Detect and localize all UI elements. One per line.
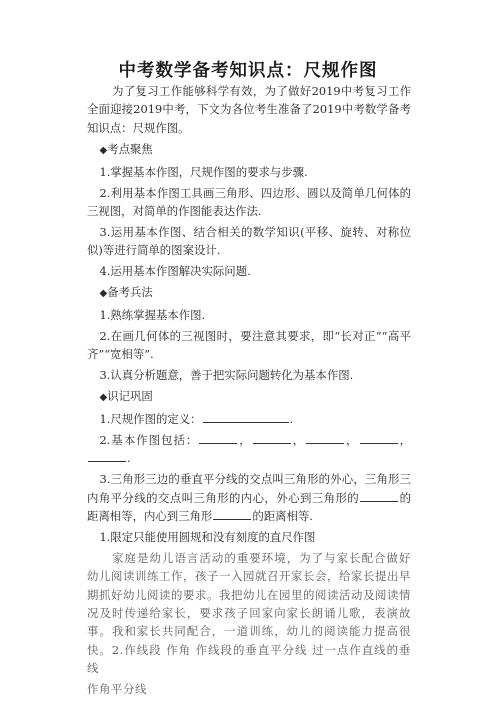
fill-in-question-3: 3.三角形三边的垂直平分线的交点叫三角形的外心，三角形三内角平分线的交点叫三角形的内心，外心到三角形的 的距离相等，内心到三角形 的距离相等. (87, 472, 411, 524)
answer-blank (306, 432, 344, 444)
last-line: 作角平分线 (87, 682, 147, 697)
list-item: 1.掌握基本作图，尺规作图的要求与步骤. (99, 164, 308, 179)
diamond-bullet-icon: ◆ (99, 144, 108, 156)
fill-in-question-1: 1.尺规作图的定义： . (99, 412, 294, 426)
answer-blank (199, 432, 237, 444)
answer-blank (360, 432, 398, 444)
list-item: 1.熟练掌握基本作图. (99, 307, 206, 322)
diamond-bullet-icon: ◆ (99, 392, 108, 404)
list-item: 2.利用基本作图工具画三角形、四边形、圆以及简单几何体的三视图，对简单的作图能表达作法. (87, 185, 411, 218)
answer-line-1: 1.限定只能使用圆规和没有刻度的直尺作图 (99, 529, 316, 544)
fill-in-question-2: 2.基本作图包括： ， ， ， ，. (87, 431, 411, 468)
list-item: 2.在画几何体的三视图时，要注意其要求，即“长对正”“高平齐”“宽相等”. (87, 328, 411, 362)
extra-paragraph: 家庭是幼儿语言活动的重要环境，为了与家长配合做好幼儿阅读训练工作，孩子一入园就召开家长会，给家长提出早期抓好幼儿阅读的要求。我把幼儿在园里的阅读活动及阅读情况及时传递给家长，要求孩子回家向家长朗诵儿歌，表演故事。我和家长共同配合，一道训练，幼儿的阅读能力提高很快。2.作线段 作角 作线段的垂直平分线 过一点作直线的垂线 (87, 550, 411, 676)
answer-blank (253, 432, 291, 444)
answer-blank (360, 490, 398, 502)
document-body (87, 82, 411, 701)
section-heading-focus: ◆考点聚焦 (99, 141, 153, 156)
page-title: 中考数学备考知识点：尺规作图 (118, 61, 378, 81)
list-item: 3.运用基本作图、结合相关的数学知识(平移、旋转、对称位似)等进行简单的图案设计. (87, 224, 411, 258)
answer-blank (88, 450, 126, 462)
answer-blank (203, 411, 289, 423)
diamond-bullet-icon: ◆ (99, 288, 108, 300)
answer-blank (213, 508, 251, 520)
list-item: 3.认真分析题意，善于把实际问题转化为基本作图. (99, 368, 354, 383)
section-heading-strategy: ◆备考兵法 (99, 285, 153, 300)
intro-paragraph: 为了复习工作能够科学有效，为了做好2019中考复习工作全面迎接2019中考，下文为各位考生准备了2019中考数学备考知识点：尺规作图。 (87, 84, 411, 135)
list-item: 4.运用基本作图解决实际问题. (99, 264, 251, 279)
section-heading-review: ◆识记巩固 (99, 389, 153, 404)
